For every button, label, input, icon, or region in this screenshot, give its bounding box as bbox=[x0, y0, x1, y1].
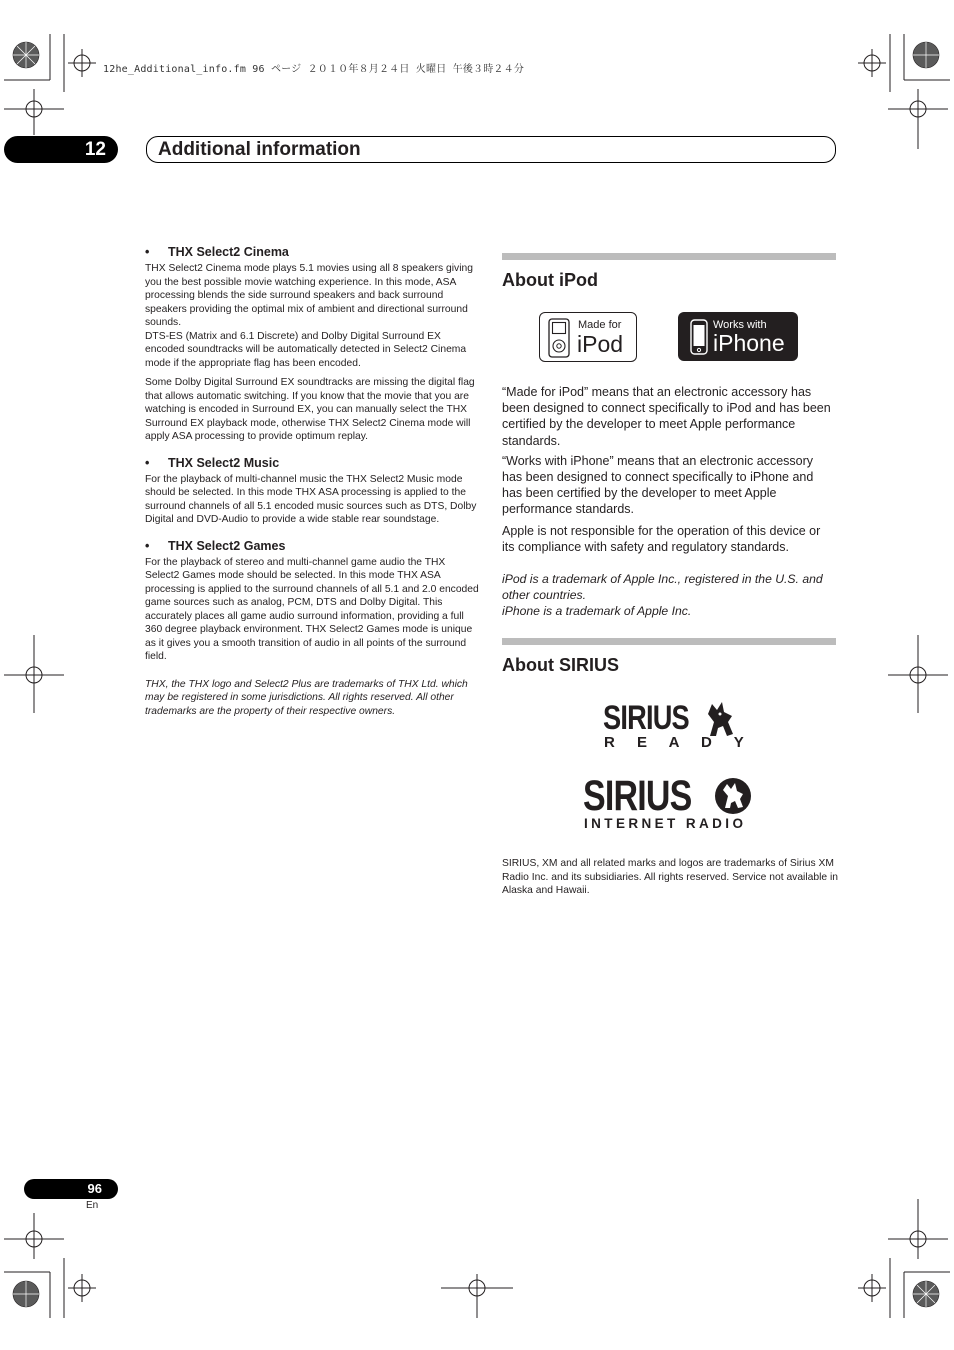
works-with-label: Works with bbox=[713, 319, 767, 331]
dog-mascot-icon bbox=[702, 700, 736, 738]
sirius-internet-radio-logo bbox=[583, 772, 755, 834]
made-for-ipod-paragraph: “Made for iPod” means that an electronic accessory has been designed to connect specifically to iPod and has been certified by the developer to meet Apple performance standards. bbox=[502, 385, 831, 448]
iphone-device-icon bbox=[690, 319, 708, 355]
about-ipod-heading: About iPod bbox=[502, 270, 598, 290]
sirius-trademark-block bbox=[502, 857, 838, 898]
sirius-trademark-note: SIRIUS, XM and all related marks and logos are trademarks of Sirius XM Radio Inc. and its subsidiaries. All rights reserved. Service not available in Alaska and Hawaii. bbox=[502, 858, 838, 896]
ipod-device-icon bbox=[548, 318, 570, 358]
works-with-iphone-badge bbox=[678, 312, 798, 361]
internet-radio-subtitle: INTERNET RADIO bbox=[584, 816, 747, 831]
thx-music-paragraph: For the playback of multi-channel music the THX Select2 Music mode should be selected. In this mode THX ASA processing is applied to the surround channels of all 5.1 encoded music sources such as DTS, Dolby Digital and DVD-Audio to provide a wide stable rear soundstage. bbox=[145, 473, 477, 525]
chapter-number-badge: 12 bbox=[4, 136, 118, 163]
iphone-label: iPhone bbox=[713, 330, 785, 356]
ipod-text-block bbox=[502, 384, 836, 620]
thx-trademark-note: THX, the THX logo and Select2 Plus are trademarks of THX Ltd. which may be registered in some jurisdictions. All rights reserved. All other trademarks are the property of their respective owners. bbox=[145, 678, 468, 717]
thx-music-heading: • THX Select2 Music bbox=[145, 456, 479, 470]
sirius-ready-logo bbox=[603, 699, 753, 752]
about-sirius-heading: About SIRIUS bbox=[502, 655, 619, 675]
thx-modes-column bbox=[145, 245, 479, 718]
ipod-trademark-note: iPod is a trademark of Apple Inc., registered in the U.S. and other countries. bbox=[502, 572, 823, 603]
about-ipod-section bbox=[502, 253, 836, 291]
made-for-label: Made for bbox=[578, 319, 622, 331]
ipod-label: iPod bbox=[577, 331, 624, 357]
about-sirius-section bbox=[502, 638, 836, 676]
page-number-badge: 96 bbox=[24, 1179, 118, 1199]
sirius-internet-wordmark: SIRIUS bbox=[583, 772, 692, 820]
dog-star-icon bbox=[713, 776, 753, 816]
section-divider-bar bbox=[502, 638, 836, 645]
ready-subtitle: R E A D Y bbox=[604, 734, 753, 751]
chapter-title: Additional information bbox=[146, 136, 836, 163]
works-with-iphone-paragraph: “Works with iPhone” means that an electronic accessory has been designed to connect specifically to iPhone and has been certified by the developer to meet Apple performance standards. bbox=[502, 453, 814, 517]
thx-cinema-paragraph-1: THX Select2 Cinema mode plays 5.1 movies using all 8 speakers giving you the best possible movie watching experience. In this mode, ASA processing blends the side surround speakers and back surround speakers providing the optimal mix of ambient and directional surround sounds. bbox=[145, 263, 473, 328]
made-for-ipod-badge bbox=[539, 312, 637, 362]
language-code: En bbox=[86, 1200, 99, 1211]
thx-games-paragraph: For the playback of stereo and multi-channel game audio the THX Select2 Games mode should be selected. In this mode THX ASA processing is applied to the surround channels of all 5.1 and 2.0 encoded game sources such as analog, PCM, DTS and Dolby Digital. This accurately places all game audio surround information, providing a full 360 degree playback environment. THX Select2 Games mode is unique as it gives you a smooth transition of audio in all points of the surround field. bbox=[145, 556, 479, 662]
thx-cinema-heading: • THX Select2 Cinema bbox=[145, 245, 479, 259]
iphone-trademark-note: iPhone is a trademark of Apple Inc. bbox=[502, 604, 692, 619]
sirius-ready-wordmark: SIRIUS bbox=[603, 699, 689, 737]
apple-disclaimer-paragraph: Apple is not responsible for the operation of this device or its compliance with safety and regulatory standards. bbox=[502, 523, 821, 554]
section-divider-bar bbox=[502, 253, 836, 260]
file-info-line: 12he_Additional_info.fm 96 ページ ２０１０年８月２４日 火曜日 午後３時２４分 bbox=[103, 64, 525, 75]
thx-cinema-paragraph-2: DTS-ES (Matrix and 6.1 Discrete) and Dolby Digital Surround EX encoded soundtracks will be automatically detected in Select2 Cinema mode if the appropriate flag has been encoded. bbox=[145, 330, 467, 369]
thx-games-heading: • THX Select2 Games bbox=[145, 539, 479, 553]
thx-cinema-paragraph-3: Some Dolby Digital Surround EX soundtracks are missing the digital flag that allows automatic switching. If you know that the movie that you are watching is encoded in Surround EX, you can manually select the THX Surround EX playback mode, otherwise THX Select2 Cinema mode will apply ASA processing to provide optimum replay. bbox=[145, 377, 475, 442]
